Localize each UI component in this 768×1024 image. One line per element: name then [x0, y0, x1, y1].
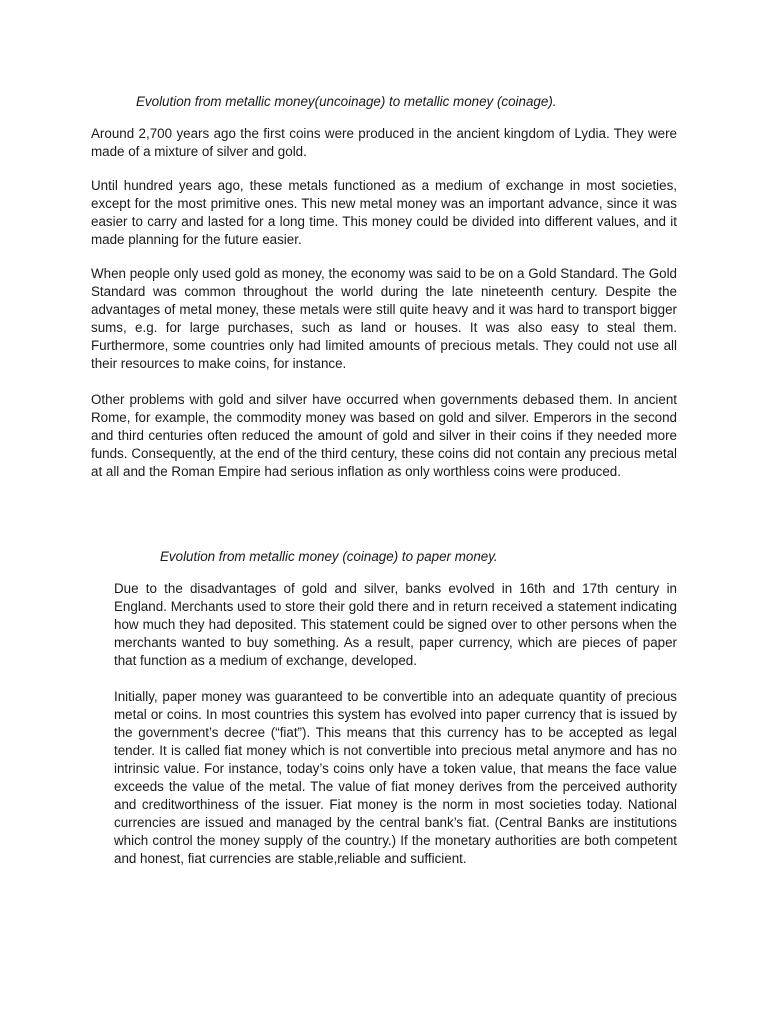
section-heading: Evolution from metallic money(uncoinage) to metallic money (coinage). [136, 94, 557, 109]
section-heading: Evolution from metallic money (coinage) to paper money. [160, 549, 498, 564]
paragraph: Other problems with gold and silver have occurred when governments debased them. In ancient Rome, for example, the commodity money was based on gold and silver. Emperors in the second and third centuries often reduced the amount of gold and silver in their coins if they needed more funds. Consequently, at the end of the third century, these coins did not contain any precious metal at all and the Roman Empire had serious inflation as only worthless coins were produced. [91, 392, 677, 479]
paragraph: Initially, paper money was guaranteed to be convertible into an adequate quantity of precious metal or coins. In most countries this system has evolved into paper currency that is issued by the government’s decree (“fiat”). This means that this currency has to be accepted as legal tender. It is called fiat money which is not convertible into precious metal anymore and has no intrinsic value. For instance, today’s coins only have a token value, that means the face value exceeds the value of the metal. The value of fiat money derives from the perceived authority and creditworthiness of the issuer. Fiat money is the norm in most societies today. National currencies are issued and managed by the central bank’s fiat. (Central Banks are institutions which control the money supply of the country.) If the monetary authorities are both competent and honest, fiat currencies are stable,reliable and sufficient. [114, 689, 677, 866]
paragraph: When people only used gold as money, the economy was said to be on a Gold Standard. The Gold Standard was common throughout the world during the late nineteenth century. Despite the advantages of metal money, these metals were still quite heavy and it was hard to transport bigger sums, e.g. for large purchases, such as land or houses. It was also easy to steal them. Furthermore, some countries only had limited amounts of precious metals. They could not use all their resources to make coins, for instance. [91, 266, 677, 371]
paragraph: Around 2,700 years ago the first coins were produced in the ancient kingdom of Lydia. They were made of a mixture of silver and gold. [91, 126, 677, 159]
paragraph: Due to the disadvantages of gold and silver, banks evolved in 16th and 17th century in England. Merchants used to store their gold there and in return received a statement indicating how much they had deposited. This statement could be signed over to other persons when the merchants wanted to buy something. As a result, paper currency, which are pieces of paper that function as a medium of exchange, developed. [114, 581, 677, 668]
paragraph: Until hundred years ago, these metals functioned as a medium of exchange in most societies, except for the most primitive ones. This new metal money was an important advance, since it was easier to carry and lasted for a long time. This money could be divided into different values, and it made planning for the future easier. [91, 178, 677, 247]
